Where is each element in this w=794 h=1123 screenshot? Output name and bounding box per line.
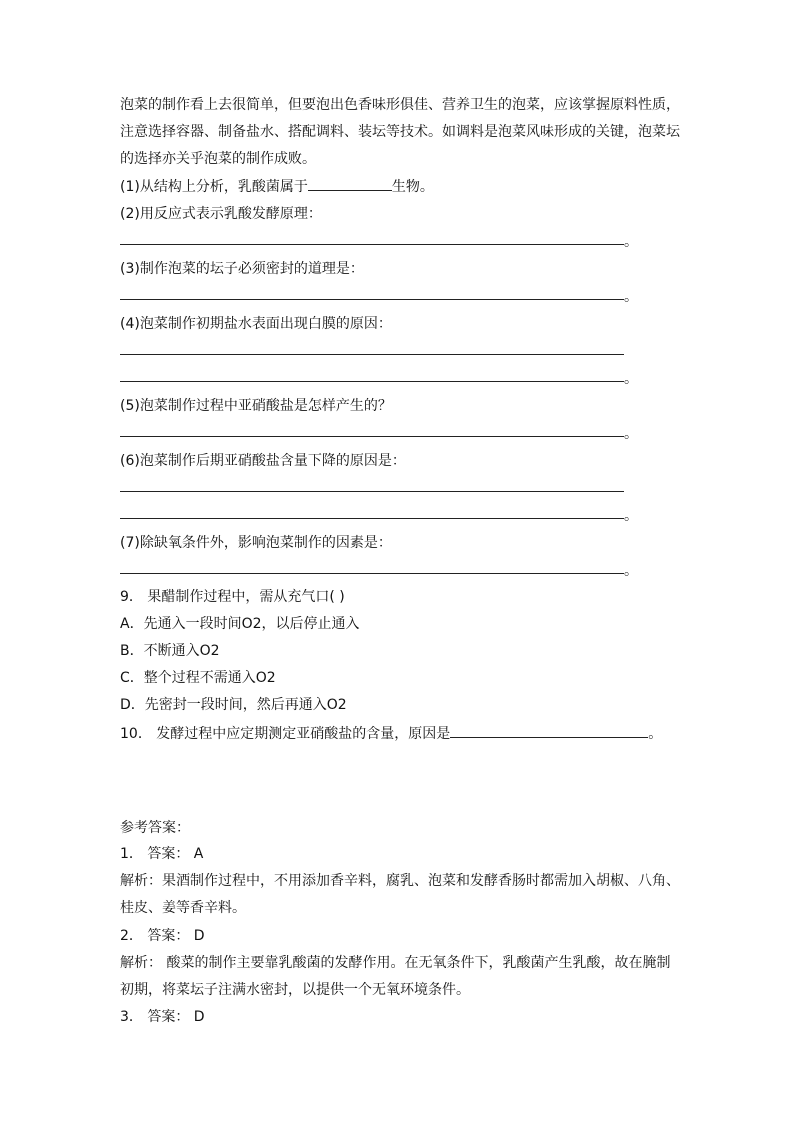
answer-1-explanation-line-2: 桂皮、姜等香辛料。: [120, 900, 246, 916]
question-10-after: 。: [648, 726, 663, 742]
question-7: (7)除缺氧条件外，影响泡菜制作的因素是：: [120, 535, 392, 551]
answer-3: 3． 答案： D: [120, 1009, 205, 1025]
answer-line: [120, 518, 624, 519]
intro-line-3: 的选择亦关乎泡菜的制作成败。: [120, 151, 316, 167]
answer-2-explanation-line-2: 初期，将菜坛子注满水密封，以提供一个无氧环境条件。: [120, 982, 470, 998]
question-10: [120, 723, 662, 744]
question-6: (6)泡菜制作后期亚硝酸盐含量下降的原因是：: [120, 453, 406, 469]
intro-line-2: 注意选择容器、制备盐水、搭配调料、装坛等技术。如调料是泡菜风味形成的关键，泡菜坛: [120, 124, 680, 140]
answer-line: [120, 381, 624, 382]
question-1: [120, 176, 434, 197]
question-4: (4)泡菜制作初期盐水表面出现白膜的原因：: [120, 316, 392, 332]
question-1-blank: [308, 176, 392, 191]
answer-2: 2． 答案： D: [120, 928, 205, 944]
question-9-option-a: A．先通入一段时间O2，以后停止通入: [120, 616, 360, 632]
answer-line: [120, 491, 624, 492]
answer-line: [120, 354, 624, 355]
question-5: (5)泡菜制作过程中亚硝酸盐是怎样产生的？: [120, 398, 392, 414]
question-1-after: 生物。: [391, 179, 434, 195]
period-mark: 。: [624, 508, 638, 524]
question-1-before: (1)从结构上分析，乳酸菌属于: [120, 179, 308, 195]
answer-2-explanation-line-1: 解析： 酸菜的制作主要靠乳酸菌的发酵作用。在无氧条件下，乳酸菌产生乳酸，故在腌制: [120, 955, 671, 971]
period-mark: 。: [624, 563, 638, 579]
question-9-stem: 9． 果醋制作过程中，需从充气口( ): [120, 589, 345, 605]
question-2: (2)用反应式表示乳酸发酵原理：: [120, 206, 322, 222]
period-mark: 。: [624, 371, 638, 387]
question-10-blank: [450, 723, 648, 738]
answer-1-explanation-line-1: 解析：果酒制作过程中，不用添加香辛料，腐乳、泡菜和发酵香肠时都需加入胡椒、八角、: [120, 873, 680, 889]
period-mark: 。: [624, 234, 638, 250]
question-9-option-c: C．整个过程不需通入O2: [120, 670, 276, 686]
answer-1: 1． 答案： A: [120, 846, 204, 862]
question-10-before: 10． 发酵过程中应定期测定亚硝酸盐的含量，原因是: [120, 726, 451, 742]
question-9-option-b: B．不断通入O2: [120, 643, 220, 659]
period-mark: 。: [624, 289, 638, 305]
question-3: (3)制作泡菜的坛子必须密封的道理是：: [120, 261, 364, 277]
answer-line: [120, 299, 624, 300]
answer-line: [120, 573, 624, 574]
answer-line: [120, 436, 624, 437]
question-9-option-d: D．先密封一段时间，然后再通入O2: [120, 697, 347, 713]
answer-line: [120, 244, 624, 245]
intro-line-1: 泡菜的制作看上去很简单，但要泡出色香味形俱佳、营养卫生的泡菜，应该掌握原料性质，: [120, 97, 680, 113]
answers-heading: 参考答案：: [120, 820, 190, 836]
period-mark: 。: [624, 426, 638, 442]
